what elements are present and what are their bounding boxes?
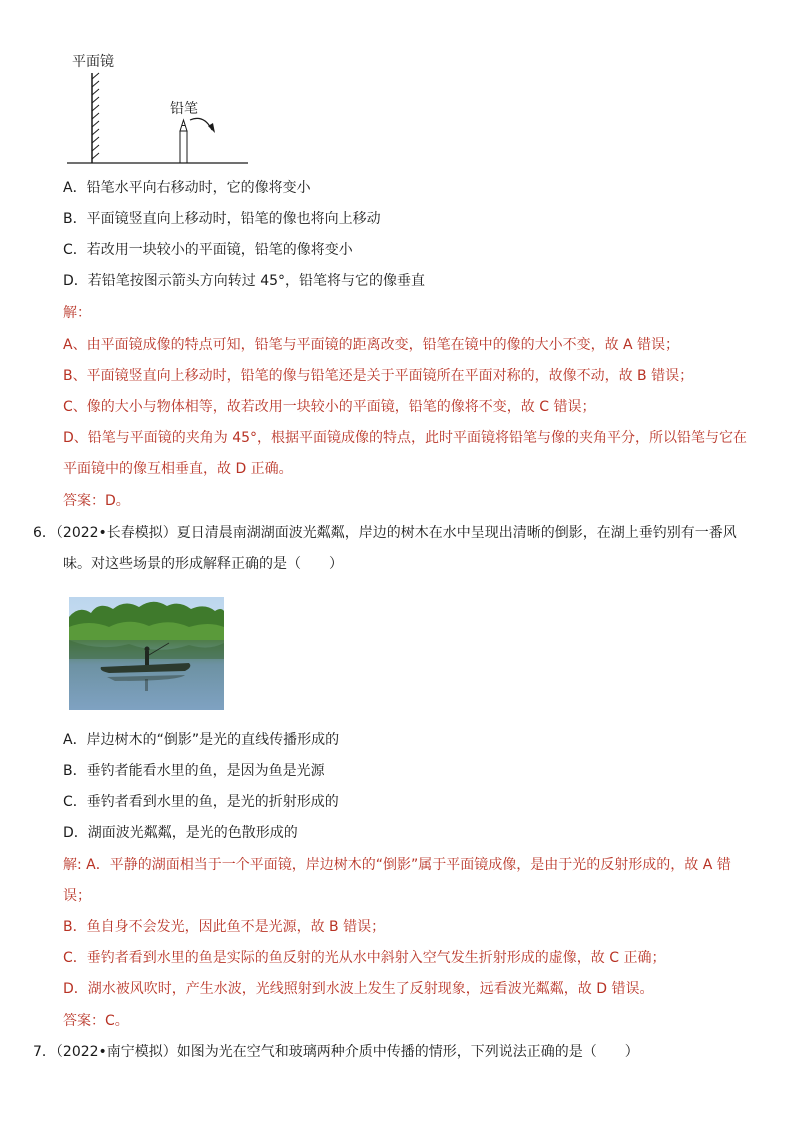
rotation-arrow-icon xyxy=(190,118,215,133)
mirror-label: 平面镜 xyxy=(72,54,114,70)
q5-option-c: C．若改用一块较小的平面镜，铅笔的像将变小 xyxy=(63,242,353,258)
q6-answer: 答案：C。 xyxy=(63,1013,129,1029)
q7-stem: 7．（2022•南宁模拟）如图为光在空气和玻璃两种介质中传播的情形，下列说法正确的是（ ） xyxy=(33,1044,639,1060)
q5-solution-line: B、平面镜竖直向上移动时，铅笔的像与铅笔还是关于平面镜所在平面对称的，故像不动，故 B 错误； xyxy=(63,368,694,384)
q5-answer: 答案：D。 xyxy=(63,493,130,509)
q5-solution-label: 解： xyxy=(63,305,91,321)
q5-solution-line: 平面镜中的像互相垂直，故 D 正确。 xyxy=(63,461,293,477)
lake-fishing-photo xyxy=(69,597,224,710)
q6-option-b: B．垂钓者能看水里的鱼，是因为鱼是光源 xyxy=(63,763,325,779)
q5-option-d: D．若铅笔按图示箭头方向转过 45°，铅笔将与它的像垂直 xyxy=(63,273,426,289)
q6-solution-line: B．鱼自身不会发光，因此鱼不是光源，故 B 错误； xyxy=(63,919,386,935)
q5-solution-line: D、铅笔与平面镜的夹角为 45°，根据平面镜成像的特点，此时平面镜将铅笔与像的夹角平分，所以铅笔与它在 xyxy=(63,430,748,446)
pencil-label: 铅笔 xyxy=(170,101,198,117)
q6-option-a: A．岸边树木的“倒影”是光的直线传播形成的 xyxy=(63,732,340,748)
q6-stem-line: 6．（2022•长春模拟）夏日清晨南湖湖面波光粼粼，岸边的树木在水中呈现出清晰的倒影，在湖上垂钓别有一番风 xyxy=(33,525,737,541)
q6-option-d: D．湖面波光粼粼，是光的色散形成的 xyxy=(63,825,298,841)
q6-option-c: C．垂钓者看到水里的鱼，是光的折射形成的 xyxy=(63,794,339,810)
pencil-icon xyxy=(180,120,187,163)
q6-solution-line: 误； xyxy=(63,888,91,904)
q5-option-a: A．铅笔水平向右移动时，它的像将变小 xyxy=(63,180,311,196)
q5-solution-line: C、像的大小与物体相等，故若改用一块较小的平面镜，铅笔的像将不变，故 C 错误； xyxy=(63,399,596,415)
q5-solution-line: A、由平面镜成像的特点可知，铅笔与平面镜的距离改变，铅笔在镜中的像的大小不变，故 A 错误； xyxy=(63,337,680,353)
q5-option-b: B．平面镜竖直向上移动时，铅笔的像也将向上移动 xyxy=(63,211,381,227)
q6-solution-line: 解: A．平静的湖面相当于一个平面镜，岸边树木的“倒影”属于平面镜成像，是由于光的反射形成的，故 A 错 xyxy=(63,857,731,873)
q6-stem-line: 味。对这些场景的形成解释正确的是（ ） xyxy=(63,556,343,572)
q6-solution-line: D．湖水被风吹时，产生水波，光线照射到水波上发生了反射现象，远看波光粼粼，故 D 错误。 xyxy=(63,981,654,997)
mirror-pencil-figure xyxy=(62,50,262,170)
q6-solution-line: C．垂钓者看到水里的鱼是实际的鱼反射的光从水中斜射入空气发生折射形成的虚像，故 C 正确； xyxy=(63,950,666,966)
mirror-hatching xyxy=(92,73,99,159)
